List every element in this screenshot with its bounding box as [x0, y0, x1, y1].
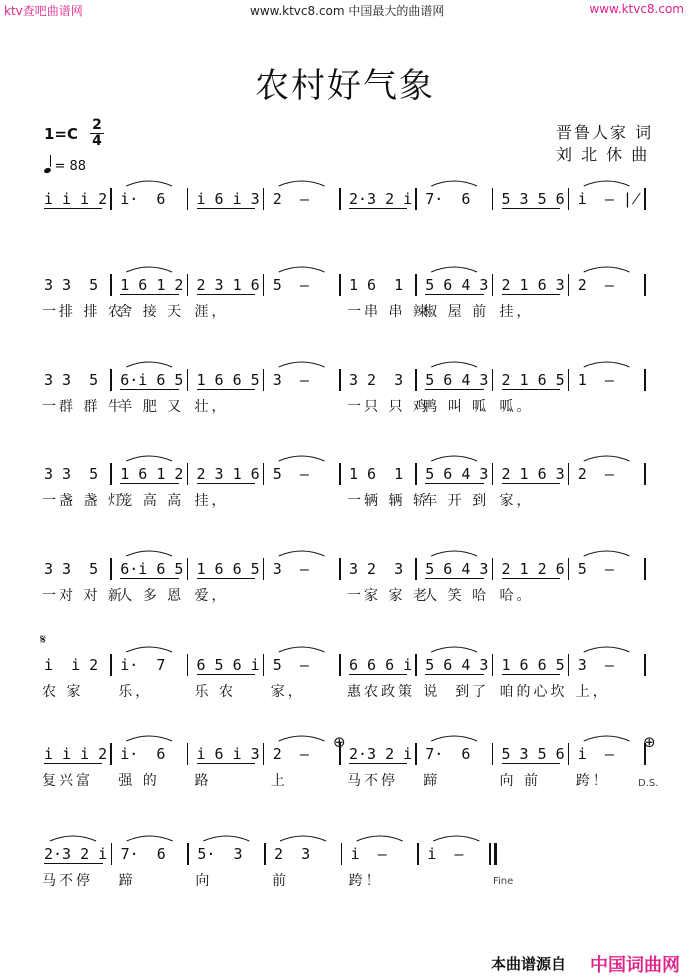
measure: 3 – [272, 371, 309, 389]
measure: 2·3 2 i [44, 845, 108, 863]
measure: i 6 i 3 [196, 190, 260, 208]
lyric-segment: 一群 群 牛 [42, 399, 125, 415]
measure: 2·3 2 i [349, 190, 413, 208]
measure: 3 – [272, 560, 309, 578]
measure: 2·3 2 i [349, 745, 413, 763]
lyric-segment: 强 的 [118, 773, 160, 789]
measure: 2 – [577, 465, 614, 483]
measure: 7· 6 [425, 190, 471, 208]
measure: 5 – [577, 560, 614, 578]
lyric-segment: 车 开 到 [423, 493, 490, 509]
measure: i – [427, 845, 464, 863]
measure: 5 3 5 6 [501, 190, 565, 208]
lyric-segment: 一辆 辆 轿 [347, 493, 430, 509]
time-signature-bottom: 4 [90, 133, 104, 149]
lyric-segment: 前 [272, 873, 289, 889]
lyric-segment: 家， [270, 684, 305, 700]
measure: 1 – [577, 371, 614, 389]
slur [357, 836, 403, 841]
measure: 3 3 5 [44, 276, 99, 294]
lyric-segment: 乐， [118, 684, 153, 700]
measure: i – [577, 745, 614, 763]
lyric-segment: 一盏 盏 灯 [42, 493, 125, 509]
measure: 2 1 2 6 [501, 560, 565, 578]
lyric-segment: 向 [195, 873, 213, 889]
lyric-segment: 人 多 恩 [118, 588, 185, 604]
coda-mark-2: ⊕ [643, 733, 656, 751]
measure: 2 1 6 3 [501, 276, 565, 294]
header-site-left: ktv查吧曲谱网 [4, 4, 83, 18]
lyric-segment: 一对 对 新 [42, 588, 125, 604]
measure: 1 6 1 [349, 276, 404, 294]
measure: i· 6 [120, 745, 166, 763]
lyric-segment: 跨！ [575, 773, 610, 789]
segno-mark: 𝄋 [40, 632, 47, 648]
measure: 7· 6 [120, 845, 166, 863]
measure: 2 1 6 3 [501, 465, 565, 483]
lyric-segment: 说 到了 [423, 684, 490, 700]
lyric-segment: 一只 只 鸡 [347, 399, 430, 415]
measure: 3 3 5 [44, 465, 99, 483]
measure: 1 6 6 5 [501, 656, 565, 674]
key-signature: 1=C [44, 125, 79, 143]
measure: 3 3 5 [44, 560, 99, 578]
measure: 5 – [272, 656, 309, 674]
measure: 2 – [577, 276, 614, 294]
measure: 3 3 5 [44, 371, 99, 389]
lyric-segment: 挂， [194, 493, 229, 509]
song-title: 农村好气象 [255, 66, 435, 106]
measure: i – [350, 845, 387, 863]
measure: i i 2 [44, 656, 99, 674]
lyric-segment: 一家 家 老 [347, 588, 430, 604]
lyric-segment: 挂， [499, 304, 534, 320]
header-site-center: www.ktvc8.com 中国最大的曲谱网 [250, 4, 445, 18]
lyric-segment: 路 [194, 773, 212, 789]
lyric-segment: 舍 接 天 [118, 304, 185, 320]
tempo-value: = 88 [54, 159, 87, 174]
measure: 5 – [272, 465, 309, 483]
measure: i· 7 [120, 656, 166, 674]
lyricist-credit: 晋鲁人家 词 [556, 123, 654, 142]
measure: 2 3 1 6 [196, 465, 260, 483]
measure: 5 6 4 3 [425, 465, 489, 483]
ds-mark: D.S. [638, 778, 659, 789]
lyric-segment: 鸭 叫 呱 [423, 399, 490, 415]
lyric-segment: 马不停 [347, 773, 398, 789]
measure: 5 6 4 3 [425, 560, 489, 578]
measure: 1 6 1 2 [120, 276, 184, 294]
measure: i i i 2 [44, 745, 108, 763]
measure: 1 6 6 5 [196, 371, 260, 389]
lyric-segment: 爱， [194, 588, 229, 604]
lyric-segment: 笼 高 高 [118, 493, 185, 509]
lyric-segment: 咱的心坎 [499, 684, 568, 700]
measure: 6 5 6 i [196, 656, 260, 674]
lyric-segment: 椒 屋 前 [423, 304, 490, 320]
measure: 5 – [272, 276, 309, 294]
lyric-segment: 呱。 [499, 399, 534, 415]
measure: i – ∤ [577, 190, 641, 208]
measure: 6·i 6 5 [120, 371, 184, 389]
lyric-segment: 羊 肥 又 [118, 399, 185, 415]
lyric-segment: 蹄 [423, 773, 441, 789]
lyric-segment: 人 笑 哈 [423, 588, 490, 604]
fine-mark: Fine [493, 876, 514, 887]
measure: 3 2 3 [349, 371, 404, 389]
composer-credit: 刘 北 休 曲 [556, 145, 650, 164]
lyric-segment: 跨！ [348, 873, 383, 889]
lyric-segment: 哈。 [499, 588, 534, 604]
measure: 5 3 5 6 [501, 745, 565, 763]
measure: 1 6 1 2 [120, 465, 184, 483]
lyric-segment: 乐 农 [194, 684, 236, 700]
time-signature-top: 2 [92, 117, 102, 133]
slur [50, 836, 96, 841]
lyric-segment: 农 家 [42, 684, 84, 700]
measure: 3 2 3 [349, 560, 404, 578]
measure: 2 – [272, 190, 309, 208]
measure: 5 6 4 3 [425, 656, 489, 674]
slur [433, 836, 479, 841]
lyric-segment: 马不停 [42, 873, 93, 889]
measure: 2 1 6 5 [501, 371, 565, 389]
slur [127, 836, 173, 841]
lyric-segment: 上 [270, 773, 288, 789]
measure: i· 6 [120, 190, 166, 208]
header-site-right: www.ktvc8.com [589, 2, 684, 16]
lyric-segment: 壮， [194, 399, 229, 415]
measure: 5 6 4 3 [425, 276, 489, 294]
measure: 6·i 6 5 [120, 560, 184, 578]
measure: 2 – [272, 745, 309, 763]
measure: 6 6 6 i [349, 656, 413, 674]
lyric-segment: 蹄 [118, 873, 136, 889]
lyric-segment: 家， [499, 493, 534, 509]
measure: 2 3 1 6 [196, 276, 260, 294]
measure: 3 – [577, 656, 614, 674]
measure: i 6 i 3 [196, 745, 260, 763]
lyric-segment: 涯， [194, 304, 229, 320]
measure: 7· 6 [425, 745, 471, 763]
lyric-segment: 一排 排 农 [42, 304, 125, 320]
slur [280, 836, 326, 841]
measure: 5 6 4 3 [425, 371, 489, 389]
measure: 2 3 [274, 845, 311, 863]
slur [203, 836, 249, 841]
measure: 5· 3 [197, 845, 243, 863]
source-site: 中国词曲网 [590, 955, 680, 976]
lyric-segment: 复兴富 [42, 773, 93, 789]
lyric-segment: 向 前 [499, 773, 541, 789]
measure: 1 6 6 5 [196, 560, 260, 578]
measure: 1 6 1 [349, 465, 404, 483]
lyric-segment: 上， [575, 684, 610, 700]
lyric-segment: 一串 串 辣 [347, 304, 430, 320]
measure: i i i 2 [44, 190, 108, 208]
source-label: 本曲谱源自 [490, 955, 566, 973]
coda-mark-1: ⊕ [333, 733, 346, 751]
lyric-segment: 惠农政策 [347, 684, 415, 700]
